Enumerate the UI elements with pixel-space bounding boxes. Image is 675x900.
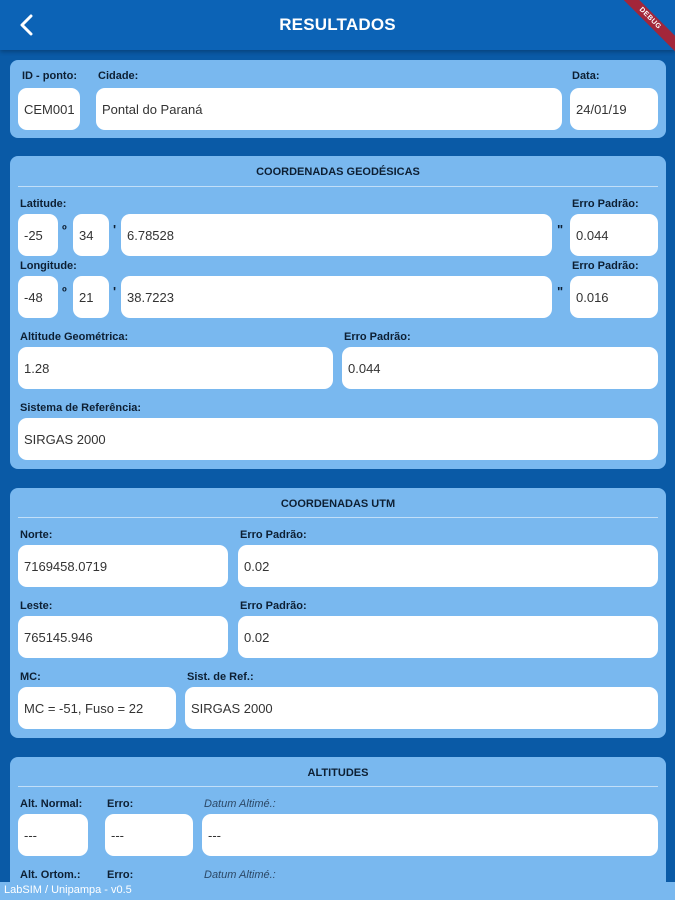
norte-field[interactable]: 7169458.0719 (18, 545, 228, 587)
leste-error-label: Erro Padrão: (240, 600, 307, 612)
latitude-minutes-field[interactable]: 34 (73, 214, 109, 256)
altitudes-card (10, 757, 666, 900)
longitude-second-symbol: " (557, 284, 564, 299)
geodesic-title: COORDENADAS GEODÉSICAS (256, 166, 420, 178)
footer-version-text: LabSIM / Unipampa - v0.5 (4, 884, 132, 896)
longitude-error-label: Erro Padrão: (572, 260, 639, 272)
leste-field[interactable]: 765145.946 (18, 616, 228, 658)
normal-error-label: Erro: (107, 798, 134, 810)
cidade-label: Cidade: (98, 70, 139, 82)
longitude-degrees-field[interactable]: -48 (18, 276, 58, 318)
utm-divider (18, 517, 658, 518)
id-label: ID - ponto: (22, 70, 77, 82)
mc-label: MC: (20, 671, 41, 683)
utm-coordinates-card (10, 488, 666, 738)
normal-datum-field[interactable]: --- (202, 814, 658, 856)
latitude-degrees-field[interactable]: -25 (18, 214, 58, 256)
orthometric-error-label: Erro: (107, 869, 134, 881)
latitude-second-symbol: " (557, 222, 564, 237)
orthometric-altitude-label: Alt. Ortom.: (20, 869, 81, 881)
altitude-label: Altitude Geométrica: (20, 331, 129, 343)
norte-error-label: Erro Padrão: (240, 529, 307, 541)
latitude-label: Latitude: (20, 198, 67, 210)
longitude-minutes-field[interactable]: 21 (73, 276, 109, 318)
geodesic-divider (18, 186, 658, 187)
orthometric-datum-label: Datum Altimé.: (204, 869, 276, 881)
utm-reference-label: Sist. de Ref.: (187, 671, 254, 683)
latitude-seconds-field[interactable]: 6.78528 (121, 214, 552, 256)
identification-card (10, 60, 666, 138)
normal-altitude-field[interactable]: --- (18, 814, 88, 856)
geodesic-coordinates-card (10, 156, 666, 469)
reference-system-label: Sistema de Referência: (20, 402, 142, 414)
page-title: RESULTADOS (279, 15, 396, 34)
debug-banner-label: DEBUG (607, 0, 675, 61)
altitudes-divider (18, 786, 658, 787)
data-label: Data: (572, 70, 600, 82)
longitude-minute-symbol: ' (113, 284, 117, 299)
latitude-degree-symbol: º (62, 222, 67, 237)
altitude-field[interactable]: 1.28 (18, 347, 333, 389)
norte-label: Norte: (20, 529, 53, 541)
longitude-label: Longitude: (20, 260, 77, 272)
altitude-error-field[interactable]: 0.044 (342, 347, 658, 389)
mc-field[interactable]: MC = -51, Fuso = 22 (18, 687, 176, 729)
latitude-error-field[interactable]: 0.044 (570, 214, 658, 256)
data-field[interactable]: 24/01/19 (570, 88, 658, 130)
latitude-error-label: Erro Padrão: (572, 198, 639, 210)
longitude-error-field[interactable]: 0.016 (570, 276, 658, 318)
normal-error-field[interactable]: --- (105, 814, 193, 856)
leste-label: Leste: (20, 600, 53, 612)
cidade-field[interactable]: Pontal do Paraná (96, 88, 562, 130)
app-bar (0, 0, 675, 50)
normal-datum-label: Datum Altimé.: (204, 798, 276, 810)
id-field[interactable]: CEM001 (18, 88, 80, 130)
latitude-minute-symbol: ' (113, 222, 117, 237)
norte-error-field[interactable]: 0.02 (238, 545, 658, 587)
normal-altitude-label: Alt. Normal: (20, 798, 83, 810)
altitude-error-label: Erro Padrão: (344, 331, 411, 343)
reference-system-field[interactable]: SIRGAS 2000 (18, 418, 658, 460)
utm-title: COORDENADAS UTM (280, 498, 396, 510)
utm-reference-field[interactable]: SIRGAS 2000 (185, 687, 658, 729)
longitude-seconds-field[interactable]: 38.7223 (121, 276, 552, 318)
longitude-degree-symbol: º (62, 284, 67, 299)
footer-bar (0, 882, 675, 900)
altitudes-title: ALTITUDES (307, 767, 369, 779)
leste-error-field[interactable]: 0.02 (238, 616, 658, 658)
